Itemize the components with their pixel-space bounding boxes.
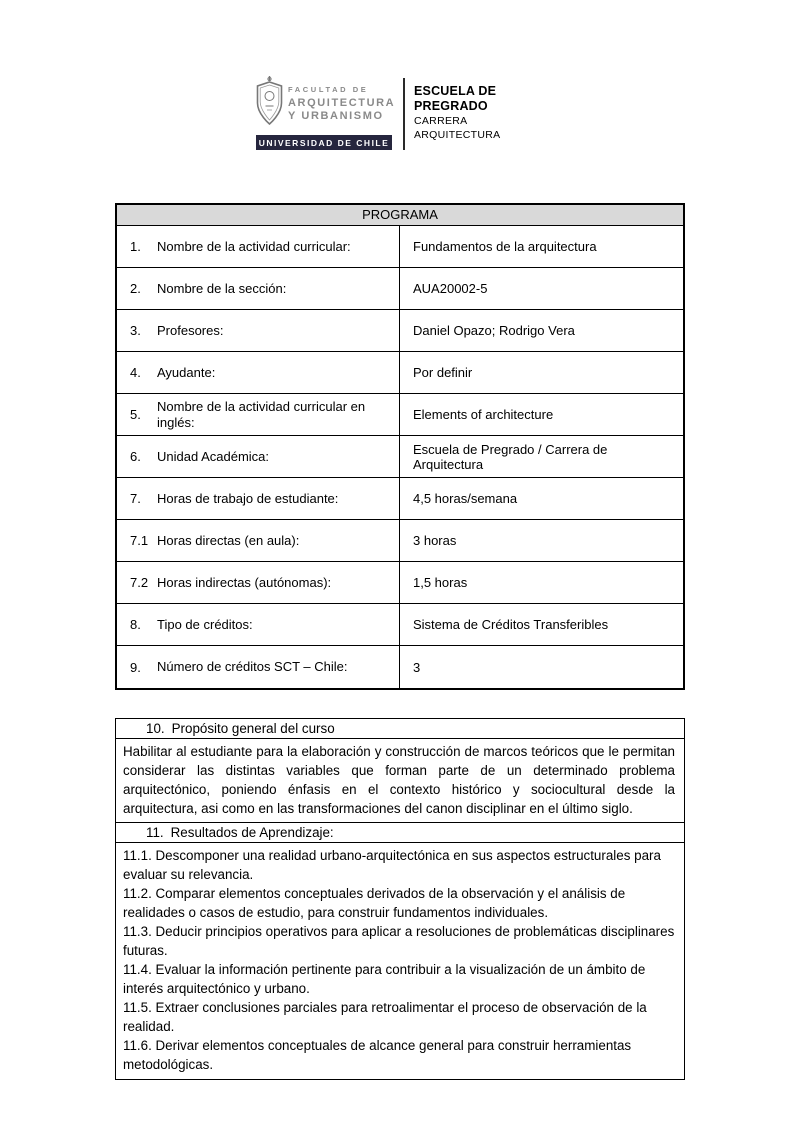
outcome-item: 11.3. Deducir principios operativos para aplicar a resoluciones de problemáticas disciplinares futuras.: [123, 924, 675, 958]
outcome-item: 11.5. Extraer conclusiones parciales para retroalimentar el proceso de observación de la realidad.: [123, 1000, 647, 1034]
row-number: 7.2: [130, 575, 149, 590]
program-table-title: PROGRAMA: [117, 205, 683, 226]
row-value: Por definir: [413, 365, 473, 380]
row-value: Fundamentos de la arquitectura: [413, 239, 597, 254]
purpose-heading-text: Propósito general del curso: [171, 721, 335, 736]
program-table: [115, 203, 685, 690]
row-value: 3: [413, 659, 421, 675]
row-value: 1,5 horas: [413, 575, 468, 590]
row-label: Profesores:: [157, 322, 224, 338]
table-row: [117, 268, 683, 310]
purpose-heading: [116, 719, 684, 739]
outcome-item: 11.2. Comparar elementos conceptuales derivados de la observación y el análisis de realidades o casos de estudio, para construir fundamentos individuales.: [123, 886, 626, 920]
row-label: Horas directas (en aula):: [157, 532, 300, 548]
row-value: 4,5 horas/semana: [413, 491, 518, 506]
purpose-body: Habilitar al estudiante para la elaboración y construcción de marcos teóricos que le permitan considerar las distintas variables que forman parte de un determinado problema arquitectónico, poniendo énfasis en el contexto histórico y sociocultural desde la arquitectura, asi como en las transformaciones del canon disciplinar en el último siglo.: [116, 739, 684, 823]
career-line-1: CARRERA: [414, 115, 468, 127]
row-number: 6.: [130, 449, 141, 464]
outcomes-list: [116, 843, 684, 1079]
faculty-name: [288, 85, 395, 123]
row-label: Número de créditos SCT – Chile:: [157, 659, 348, 674]
outcomes-heading-text: Resultados de Aprendizaje:: [170, 825, 334, 840]
row-label: Unidad Académica:: [157, 448, 270, 464]
faculty-line-1: FACULTAD DE: [288, 84, 369, 94]
university-logo: [256, 76, 396, 152]
purpose-heading-number: 10.: [146, 721, 165, 736]
row-number: 4.: [130, 365, 141, 380]
row-label: Ayudante:: [157, 364, 216, 380]
table-row: [117, 646, 683, 688]
table-row: [117, 520, 683, 562]
row-label: Horas indirectas (autónomas):: [157, 574, 332, 590]
letterhead: [256, 76, 500, 152]
faculty-line-2: ARQUITECTURA: [288, 96, 396, 109]
logo-top: [256, 76, 396, 131]
purpose-outcomes-table: [115, 718, 685, 1080]
row-number: 3.: [130, 323, 141, 338]
row-number: 8.: [130, 617, 141, 632]
row-number: 1.: [130, 239, 141, 254]
row-value: 3 horas: [413, 533, 457, 548]
table-row: [117, 436, 683, 478]
faculty-line-3: Y URBANISMO: [288, 109, 384, 122]
table-row: [117, 352, 683, 394]
row-number: 7.1: [130, 533, 149, 548]
row-label: Horas de trabajo de estudiante:: [157, 490, 339, 506]
outcome-item: 11.6. Derivar elementos conceptuales de alcance general para construir herramientas metodológicas.: [123, 1038, 632, 1072]
row-value: Daniel Opazo; Rodrigo Vera: [413, 323, 575, 338]
table-row: [117, 394, 683, 436]
university-crest-icon: [256, 76, 283, 131]
row-value: Sistema de Créditos Transferibles: [413, 617, 609, 632]
school-line-1: ESCUELA DE: [414, 84, 497, 98]
university-name-bar: UNIVERSIDAD DE CHILE: [256, 135, 392, 150]
table-row: [117, 310, 683, 352]
outcome-item: 11.4. Evaluar la información pertinente para contribuir a la visualización de un ámbito de interés arquitectónico y urbano.: [123, 962, 646, 996]
table-row: [117, 226, 683, 268]
outcomes-heading-number: 11.: [146, 825, 164, 840]
row-number: 9.: [130, 659, 141, 675]
row-number: 2.: [130, 281, 141, 296]
row-label: Nombre de la sección:: [157, 280, 287, 296]
row-number: 5.: [130, 407, 141, 422]
row-value: Elements of architecture: [413, 407, 554, 422]
career-line-2: ARQUITECTURA: [414, 129, 501, 141]
row-value: AUA20002-5: [413, 281, 488, 296]
row-number: 7.: [130, 491, 141, 506]
row-value: Escuela de Pregrado / Carrera de Arquitectura: [413, 441, 608, 472]
school-line-2: PREGRADO: [414, 99, 488, 113]
table-row: [117, 478, 683, 520]
school-block: [414, 76, 500, 152]
table-row: [117, 562, 683, 604]
row-label: Nombre de la actividad curricular:: [157, 238, 351, 254]
header-divider: [403, 78, 405, 150]
table-row: [117, 604, 683, 646]
row-label: Nombre de la actividad curricular en inglés:: [157, 398, 366, 430]
row-label: Tipo de créditos:: [157, 616, 253, 632]
outcome-item: 11.1. Descomponer una realidad urbano-arquitectónica en sus aspectos estructurales para evaluar su relevancia.: [123, 848, 661, 882]
outcomes-heading: [116, 823, 684, 843]
